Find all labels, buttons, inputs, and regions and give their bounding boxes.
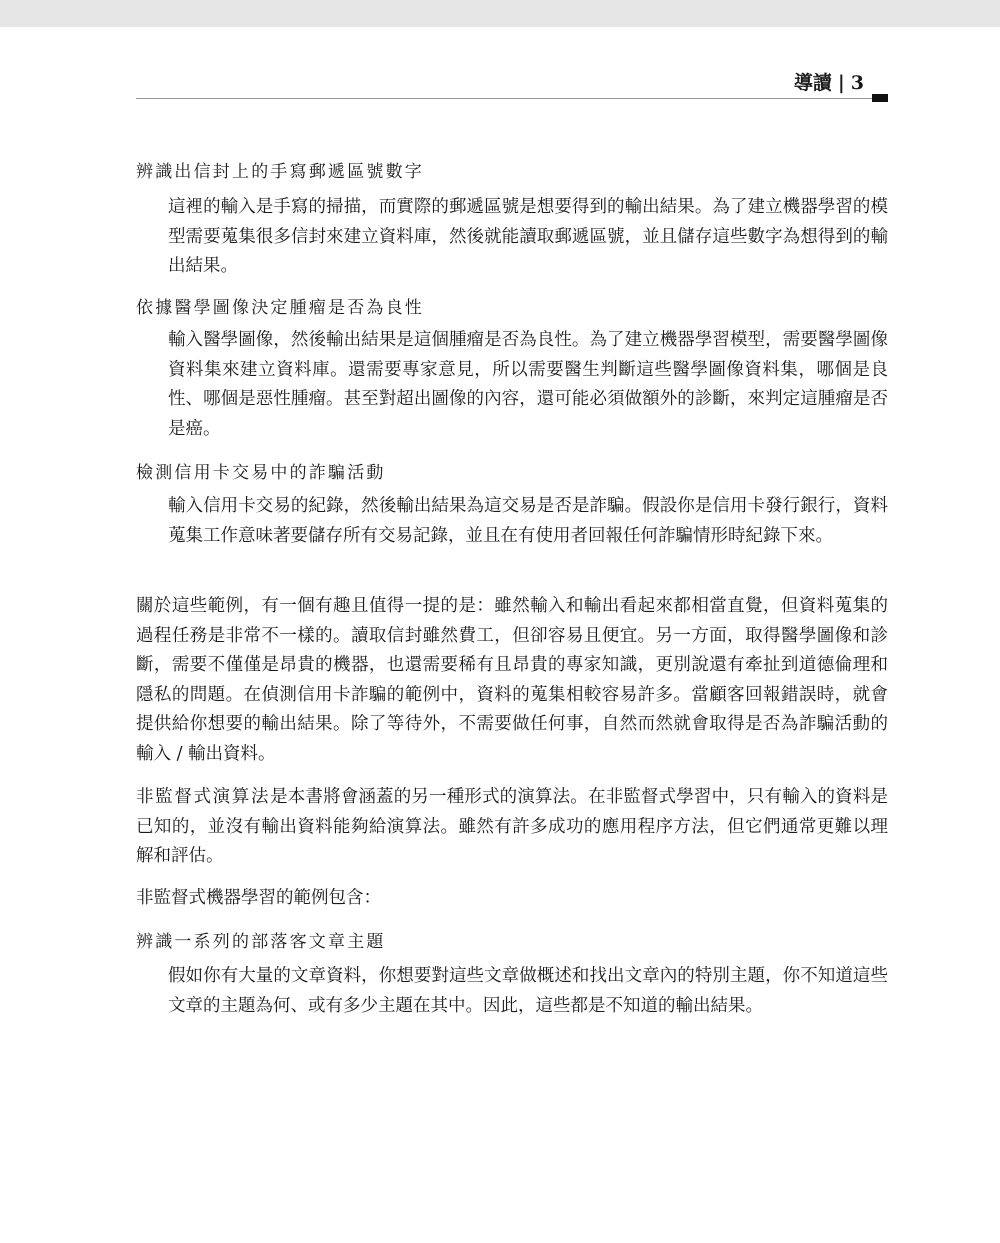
header-marker — [872, 94, 888, 102]
page-top-band — [0, 0, 1000, 27]
section-heading: 檢測信用卡交易中的詐騙活動 — [136, 463, 386, 483]
section-body: 輸入信用卡交易的紀錄，然後輸出結果為這交易是否是詐騙。假設你是信用卡發行銀行，資料蒐集工作意味著要儲存所有交易記錄，並且在有使用者回報任何詐騙情形時紀錄下來。 — [168, 496, 888, 546]
page-number: 3 — [850, 72, 864, 94]
section-body: 假如你有大量的文章資料，你想要對這些文章做概述和找出文章內的特別主題，你不知道這些文章的主題為何、或有多少主題在其中。因此，這些都是不知道的輸出結果。 — [168, 966, 888, 1016]
section-heading: 依據醫學圖像決定腫瘤是否為良性 — [136, 298, 424, 318]
header-separator: | — [837, 72, 845, 94]
body-paragraph — [136, 783, 888, 872]
section-body: 這裡的輸入是手寫的掃描，而實際的郵遞區號是想要得到的輸出結果。為了建立機器學習的模型需要蒐集很多信封來建立資料庫，然後就能讀取郵遞區號，並且儲存這些數字為想得到的輸出結果。 — [168, 197, 888, 276]
body-paragraph: 非監督式機器學習的範例包含： — [136, 888, 381, 908]
section-heading: 辨識一系列的部落客文章主題 — [136, 932, 386, 952]
body-paragraph: 關於這些範例，有一個有趣且值得一提的是：雖然輸入和輸出看起來都相當直覺，但資料蒐集的過程任務是非常不一樣的。讀取信封雖然費工，但卻容易且便宜。另一方面，取得醫學圖像和診斷，需要不僅僅是昂貴的機器，也還需要稀有且昂貴的專家知識，更別說還有牽扯到道德倫理和隱私的問題。在偵測信用卡詐騙的範例中，資料的蒐集相較容易許多。當顧客回報錯誤時，就會提供給你想要的輸出結果。除了等待外，不需要做任何事，自然而然就會取得是否為詐騙活動的輸入 / 輸出資料。 — [136, 596, 888, 764]
header-text — [794, 68, 864, 95]
running-header — [136, 64, 888, 99]
header-section-title: 導讀 — [793, 72, 832, 94]
section-heading: 辨識出信封上的手寫郵遞區號數字 — [136, 162, 424, 182]
section-body: 輸入醫學圖像，然後輸出結果是這個腫瘤是否為良性。為了建立機器學習模型，需要醫學圖像資料集來建立資料庫。還需要專家意見，所以需要醫生判斷這些醫學圖像資料集，哪個是良性、哪個是惡性腫瘤。甚至對超出圖像的內容，還可能必須做額外的診斷，來判定這腫瘤是否是癌。 — [168, 330, 888, 439]
key-term-description: 是本書將會涵蓋的另一種形式的演算法。在非監督式學習中，只有輸入的資料是已知的，並沒有輸出資料能夠給演算法。雖然有許多成功的應用程序方法，但它們通常更難以理解和評估。 — [136, 787, 888, 866]
key-term: 非監督式演算法 — [136, 787, 271, 807]
